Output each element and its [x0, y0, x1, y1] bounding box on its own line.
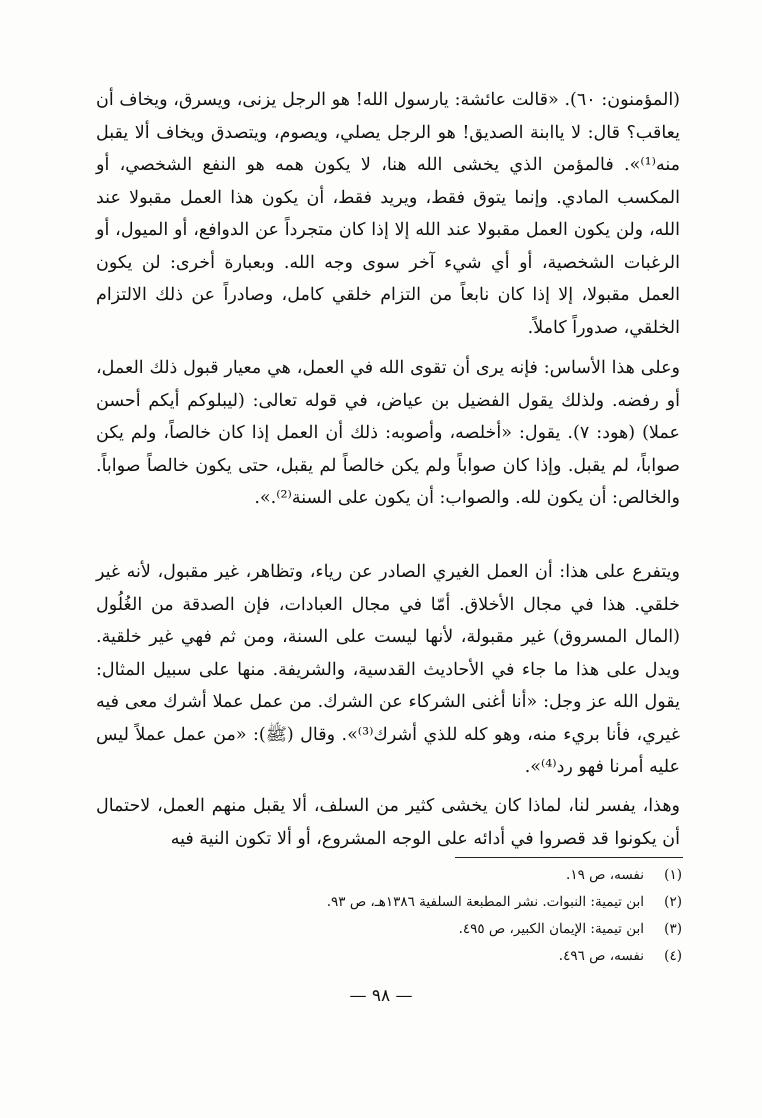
footnote-item	[96, 889, 682, 916]
body-paragraph-3: ويتفرع على هذا: أن العمل الغيري الصادر عن رياء، وتظاهر، غير مقبول، لأنه غير خلقي. هذا في مجال الأخلاق. أمّا في مجال العبادات، فإن الصدقة من الغُلُول (المال المسروق) غير مقبولة، لأنها ليست على السنة، ومن ثم فهي غير خلقية. ويدل على هذا ما جاء في الأحاديث القدسية، والشريفة. منها على سبيل المثال: يقول الله عز وجل: «أنا أغنى الشركاء عن الشرك. من عمل عملا أشرك معى فيه غيري، فأنا بريء منه، وهو كله للذي أشرك⁽³⁾». وقال (ﷺ): «من عمل عملاً ليس عليه أمرنا فهو رد⁽⁴⁾».	[96, 562, 680, 777]
body-paragraph-1: (المؤمنون: ٦٠). «قالت عائشة: يارسول الله! هو الرجل يزنى، ويسرق، ويخاف أن يعاقب؟ قال: لا ياابنة الصديق! هو الرجل يصلي، ويصوم، ويتصدق ويخاف ألا يقبل منه⁽¹⁾». فالمؤمن الذي يخشى الله هنا، لا يكون همه هو النفع الشخصي، أو المكسب المادي. وإنما يتوق فقط، ويريد فقط، أن يكون هذا العمل مقبولا عند الله، ولن يكون العمل مقبولا عند الله إلا إذا كان متجرداً عن الدوافع، أو الميول، أو الرغبات الشخصية، أو أي شيء آخر سوى وجه الله. وبعبارة أخرى: لن يكون العمل مقبولا، إلا إذا كان نابعاً من التزام خلقي كامل، وصادراً عن ذلك الالتزام الخلقي، صدوراً كاملاً.	[96, 90, 681, 338]
footnote-number: (٢)	[664, 894, 682, 910]
footnote-number: (٣)	[664, 921, 682, 937]
footnote-number: (٤)	[664, 948, 682, 964]
body-paragraph-4: وهذا، يفسر لنا، لماذا كان يخشى كثير من السلف، ألا يقبل منهم العمل، لاحتمال أن يكونوا قد قصروا في أدائه على الوجه المشروع، أو ألا تكون النية فيه	[96, 796, 680, 849]
footnote-item	[96, 943, 682, 970]
footnote-text: نفسه، ص ٤٩٦.	[558, 948, 644, 964]
page-number: — ٩٨ —	[349, 986, 413, 1006]
body-paragraph-2: وعلى هذا الأساس: فإنه يرى أن تقوى الله في العمل، هي معيار قبول ذلك العمل، أو رفضه. ولذلك يقول الفضيل بن عياض، في قوله تعالى: (ليبلوكم أيكم أحسن عملا) (هود: ٧). يقول: «أخلصه، وأصوبه: ذلك أن العمل إذا كان خالصاً، ولم يكن صواباً، لم يقبل. وإذا كان صواباً ولم يكن خالصاً لم يقبل، حتى يكون خالصاً صواباً. والخالص: أن يكون لله. والصواب: أن يكون على السنة⁽²⁾.».	[96, 358, 680, 508]
footnote-item	[96, 916, 682, 943]
footnote-number: (١)	[664, 867, 682, 883]
footnote-text: ابن تيمية: الإيمان الكبير، ص ٤٩٥.	[458, 921, 644, 937]
footnotes-list	[96, 862, 682, 970]
footnote-item	[96, 862, 682, 889]
footnote-text: ابن تيمية: النبوات. نشر المطبعة السلفية ١٣٨٦هـ، ص ٩٣.	[326, 894, 644, 910]
footnote-separator	[455, 857, 683, 858]
footnote-text: نفسه، ص ١٩.	[566, 867, 644, 883]
